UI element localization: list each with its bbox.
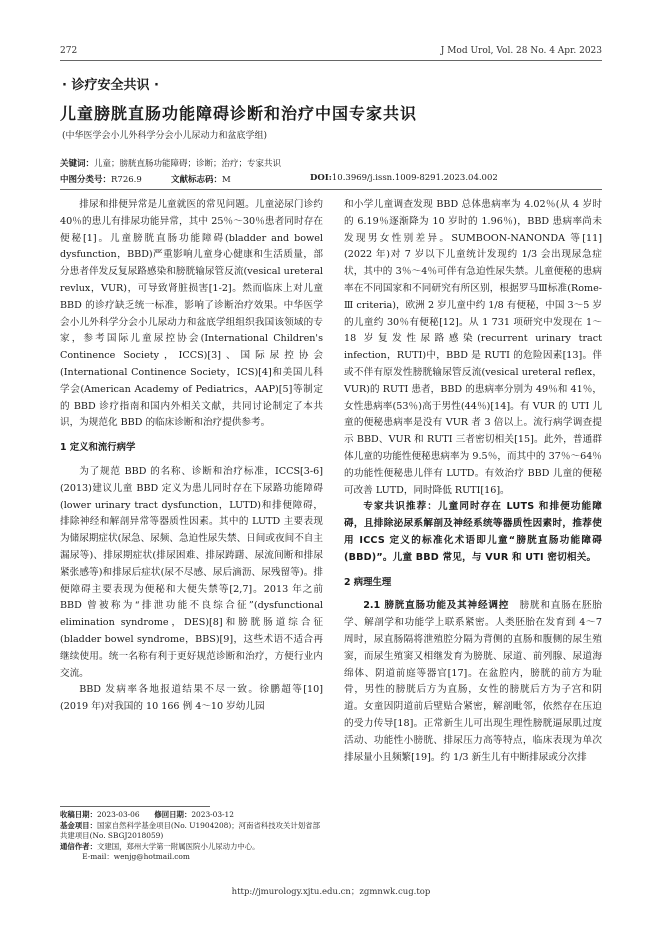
corresponding-email[interactable]: E-mail：wenjg@hotmail.com [82, 852, 190, 862]
section-label: · 诊疗安全共识 · [62, 78, 159, 93]
epidemiology-paragraph-continued: 和小学儿童调查发现 BBD 总体患病率为 4.02％(从 4 岁时的 6.19％逐渐降为 10 岁时的 1.96％)，BBD 患病率尚未发现男女性别差异。SUMBOON-NANONDA 等[11](2022 年)对 7 岁以下儿童统计发现约 1/3 会出现尿急症状，其中的 3％～4％可伴有急迫性尿失禁。儿童便秘的患病率在不同国家和不同研究有所区别，根据罗马Ⅲ标准(Rome-Ⅲ criteria)，欧洲 2 岁儿童中约 1/8 有便秘，中国 3～5 岁的儿童约 30％有便秘[12]。从 1 731 项研究中发现在 1～18 岁复发性尿路感染(recurrent urinary tract infection，RUTI)中，BBD 是 RUTI 的危险因素[13]。伴或不伴有原发性膀胱输尿管反流(vesical ureteral reflex，VUR)的 RUTI 患者，BBD 的患病率分别为 49％和 41％，女性患病率(53％)高于男性(44％)[14]。有 VUR 的 UTI 儿童的便秘患病率是没有 VUR 者 3 倍以上。流行病学调查提示 BBD、VUR 和 RUTI 三者密切相关[15]。此外，普通群体儿童的功能性便秘患病率为 9.5％，而其中的 37％～64％的功能性便秘患儿伴有 LUTD。有效治疗 BBD 儿童的便秘可改善 LUTD，同时降低 RUTI[16]。 [344, 199, 602, 496]
epidemiology-paragraph-start: BBD 发病率各地报道结果不尽一致。徐鹏超等[10](2019 年)对我国的 10 166 例 4～10 岁幼儿园 [60, 684, 323, 713]
title-rule [60, 189, 602, 190]
keywords-label: 关键词： [60, 159, 95, 169]
keywords [60, 157, 281, 169]
journal-citation: J Mod Urol, Vol. 28 No. 4 Apr. 2023 [440, 46, 602, 56]
section-1-heading: 1 定义和流行病学 [60, 442, 136, 454]
revised-date: 2023-03-12 [191, 810, 234, 819]
body-column-right [344, 197, 602, 766]
doi: DOI:10.3969/j.issn.1009-8291.2023.04.002 [310, 173, 498, 183]
corresponding-author: 通信作者：文建国，郑州大学第一附属医院小儿尿动力中心。 E-mail：wenjg@hotmail.com [60, 842, 260, 862]
journal-website-url[interactable]: http://jmurology.xjtu.edu.cn；zgmnwk.cug.top [231, 887, 431, 897]
document-code: 文献标志码：M [171, 175, 231, 185]
expert-consensus-recommendation: 专家共识推荐：儿童同时存在 LUTS 和排便功能障碍，且排除泌尿系解剖及神经系统等器质性因素时，推荐使用 ICCS 定义的标准化术语即儿童“膀胱直肠功能障碍(BBD)”。儿童 BBD 常见，与 VUR 和 UTI 密切相关。 [344, 501, 602, 563]
section-2-1-heading: 2.1 膀胱直肠功能及其神经调控 [363, 600, 510, 612]
received-revised-dates: 收稿日期：2023-03-06 修回日期：2023-03-12 [60, 810, 234, 819]
funding-note: 基金项目：国家自然科学基金项目(No. U1904208)；河南省科技攻关计划省部共建项目(No. SBGJ2018059) [60, 821, 320, 841]
article-title: 儿童膀胱直肠功能障碍诊断和治疗中国专家共识 [60, 104, 418, 123]
header-rule [60, 60, 602, 61]
section-2-1-text: 膀胱和直肠在胚胎学、解剖学和功能学上联系紧密。人类胚胎在发育到 4～7 周时，尿直肠隔将泄殖腔分隔为背侧的直肠和腹侧的尿生殖窦，而尿生殖窦又相继发育为膀胱、尿道、前列腺、尿道海绵体、阴道前庭等器官[17]。在盆腔内，膀胱的前方为耻骨，男性的膀胱后方为直肠，女性的膀胱后方为子宫和阴道。女童因阴道前后壁贴合紧密，解剖毗邻，依然存在压迫的受力传导[18]。正常新生儿可出现生理性膀胱逼尿肌过度活动、功能性小膀胱、排尿压力高等特点，临床表现为单次排尿量小且频繁[19]。约 1/3 新生儿有中断排尿或分次排 [344, 600, 602, 763]
page-number: 272 [60, 46, 78, 56]
author-affiliation: (中华医学会小儿外科学分会小儿尿动力和盆底学组) [62, 131, 268, 141]
intro-paragraph: 排尿和排便异常是儿童就医的常见问题。儿童泌尿门诊约 40％的患儿有排尿功能异常，其中 25％～30％患者同时存在便秘[1]。儿童膀胱直肠功能障碍(bladder and bowel dysfunction，BBD)严重影响儿童身心健康和生活质量，部分患者伴发反复尿路感染和膀胱输尿管反流(vesical ureteral revlux，VUR)，可导致肾脏损害[1-2]。然而临床上对儿童 BBD 的诊疗缺乏统一标准，影响了诊断治疗效果。中华医学会小儿外科学分会小儿尿动力和盆底学组组织我国该领域的专家，参考国际儿童尿控协会(International Children's Continence Society，ICCS)[3]、国际尿控协会(International Continence Society，ICS)[4]和美国儿科学会(American Academy of Pediatrics，AAP)[5]等制定的 BBD 诊疗指南和国内外相关文献，共同讨论制定了本共识，为规范化 BBD 的临床诊断和治疗提供参考。 [60, 199, 323, 429]
received-date: 2023-03-06 [96, 810, 140, 819]
section-2-heading: 2 病理生理 [344, 576, 392, 588]
classification-row [60, 173, 602, 185]
section-2-1-paragraph [344, 598, 602, 766]
body-column-left [60, 197, 323, 716]
keywords-value: 儿童；膀胱直肠功能障碍；诊断；治疗；专家共识 [94, 159, 282, 169]
footnote-rule [60, 806, 210, 807]
clc-number: 中图分类号：R726.9 [60, 175, 142, 185]
definition-paragraph: 为了规范 BBD 的名称、诊断和治疗标准，ICCS[3-6](2013)建议儿童 BBD 定义为患儿同时存在下尿路功能障碍(lower urinary tract dysfunction，LUTD)和排便障碍，排除神经和解剖异常等器质性因素。其中的 LUTD 主要表现为储尿期症状(尿急、尿频、急迫性尿失禁、日间或夜间不自主漏尿等)、排尿期症状(排尿困难、排尿踌躇、尿流间断和排尿紧张感等)和排尿后症状(尿不尽感、尿后滴沥、尿残留等)。排便障碍主要表现为便秘和大便失禁等[2,7]。2013 年之前 BBD 曾被称为“排泄功能不良综合征”(dysfunctional elimination syndrome，DES)[8]和膀胱肠道综合征(bladder bowel syndrome，BBS)[9]，这些术语不适合再继续使用。统一名称有利于更好规范诊断和治疗，方便行业内交流。 [60, 465, 323, 679]
